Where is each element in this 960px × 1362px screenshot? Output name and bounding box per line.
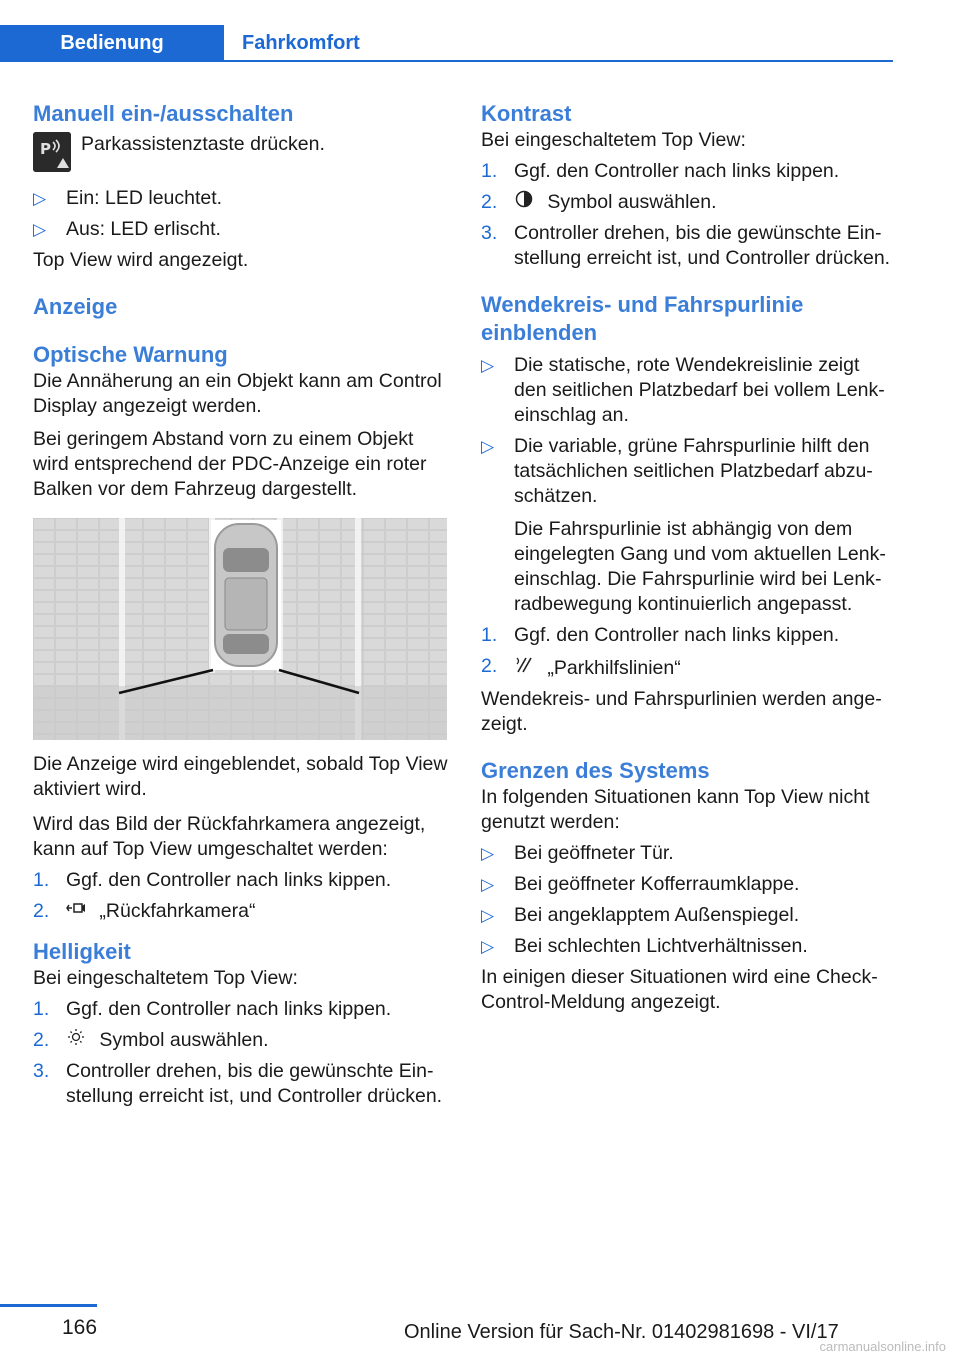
heading-anzeige: Anzeige	[33, 294, 118, 319]
paragraph-rueckfahrkamera: Wird das Bild der Rückfahrkamera angezeigt, kann auf Top View umgeschaltet werden:	[33, 813, 426, 860]
steps-kontrast	[481, 159, 897, 271]
steps-helligkeit	[33, 997, 449, 1109]
paragraph-eingeblendet: Die Anzeige wird eingeblendet, sobald Top View aktiviert wird.	[33, 753, 448, 800]
page-number: 166	[62, 1316, 98, 1339]
grenzen-list	[481, 841, 897, 959]
list-item: 1. Ggf. den Controller nach links kippen.	[33, 869, 392, 891]
parking-lines-icon	[514, 654, 534, 681]
wendekreis-result: Wendekreis- und Fahrspurlinien werden angezeigt.	[481, 688, 882, 735]
contrast-icon	[514, 190, 534, 215]
grenzen-intro: In folgenden Situationen kann Top View nicht genutzt werden:	[481, 786, 870, 833]
list-item: ▷ Bei schlechten Lichtverhältnissen.	[481, 935, 808, 957]
list-item: ▷ Aus: LED erlischt.	[33, 218, 221, 240]
list-item: ▷ Die statische, rote Wendekreislinie zeigt den seitlichen Platzbedarf bei vollem Lenkeinschlag an.	[481, 354, 885, 426]
reverse-camera-icon	[66, 899, 86, 924]
list-item: 2. Symbol auswählen.	[481, 191, 717, 213]
paragraph-abstand: Bei geringem Abstand vorn zu einem Objekt wird entsprechend der PDC-Anzeige ein roter Balken vor dem Fahrzeug dargestellt.	[33, 428, 427, 500]
tab-fahrkomfort[interactable]: Fahrkomfort	[242, 32, 360, 54]
list-item: ▷ Die variable, grüne Fahrspurlinie hilft den tatsächlichen seitlichen Platzbedarf abzuschätzen. Die Fahrspurlinie ist abhängig von dem eingelegten Gang und vom aktuellen Lenkeinschlag. Die Fahrspurlinie wird bei Lenkradbewegung kontinuierlich angepasst.	[481, 434, 897, 617]
list-item: 1. Ggf. den Controller nach links kippen.	[33, 998, 392, 1020]
header-tabs	[0, 0, 893, 62]
list-item: ▷ Bei geöffneter Tür.	[481, 842, 674, 864]
heading-grenzen: Grenzen des Systems	[481, 758, 710, 783]
right-column	[481, 100, 897, 1015]
list-item: 3. Controller drehen, bis die gewünschte Einstellung erreicht ist, und Controller drücken.	[33, 1060, 443, 1107]
kontrast-intro: Bei eingeschaltetem Top View:	[481, 129, 746, 151]
watermark: carmanualsonline.info	[819, 1339, 946, 1354]
heading-wendekreis: Wendekreis- und Fahrspurlinie einblenden	[481, 292, 804, 345]
left-column	[33, 100, 449, 1109]
list-item: ▷ Bei geöffneter Kofferraumklappe.	[481, 873, 800, 895]
heading-manual: Manuell ein-/ausschalten	[33, 101, 294, 126]
heading-kontrast: Kontrast	[481, 101, 572, 126]
list-item: 2. „Parkhilfslinien“	[481, 655, 681, 679]
topview-image	[33, 518, 447, 740]
list-item: 2. Symbol auswählen.	[33, 1029, 269, 1051]
list-item: ▷ Bei angeklapptem Außenspiegel.	[481, 904, 800, 926]
header-rule	[224, 60, 893, 62]
paragraph-annaeherung: Die Annäherung an ein Objekt kann am Control Display angezeigt werden.	[33, 370, 442, 417]
park-assist-button-icon	[33, 132, 71, 172]
brightness-icon	[66, 1028, 86, 1053]
list-item: 2. „Rückfahrkamera“	[33, 900, 256, 922]
heading-helligkeit: Helligkeit	[33, 939, 131, 964]
svg-text:P: P	[40, 140, 51, 158]
list-item: ▷ Ein: LED leuchtet.	[33, 187, 223, 209]
led-list	[33, 186, 449, 242]
fahrspur-detail: Die Fahrspurlinie ist abhängig von dem eingelegten Gang und vom aktuellen Lenkeinschlag. Die Fahrspurlinie wird bei Lenkradbewegung kontinuierlich angepasst.	[514, 518, 886, 615]
grenzen-end: In einigen dieser Situationen wird eine Check-Control-Meldung angezeigt.	[481, 966, 878, 1013]
footer-rule	[0, 1304, 97, 1307]
heading-optische-warnung: Optische Warnung	[33, 342, 228, 367]
online-version-text: Online Version für Sach-Nr. 01402981698 - VI/17	[404, 1321, 839, 1343]
steps-parkhilfslinien	[481, 623, 897, 681]
press-instruction-visible: Parkassistenztaste drücken.	[81, 133, 325, 155]
wendekreis-list	[481, 353, 897, 617]
helligkeit-intro: Bei eingeschaltetem Top View:	[33, 967, 298, 989]
tab-bedienung[interactable]: Bedienung	[0, 25, 224, 62]
list-item: 3. Controller drehen, bis die gewünschte Einstellung erreicht ist, und Controller drücken.	[481, 222, 891, 269]
list-item: 1. Ggf. den Controller nach links kippen.	[481, 160, 840, 182]
steps-rueckfahrkamera	[33, 868, 449, 924]
topview-text: Top View wird angezeigt.	[33, 249, 249, 271]
list-item: 1. Ggf. den Controller nach links kippen.	[481, 624, 840, 646]
